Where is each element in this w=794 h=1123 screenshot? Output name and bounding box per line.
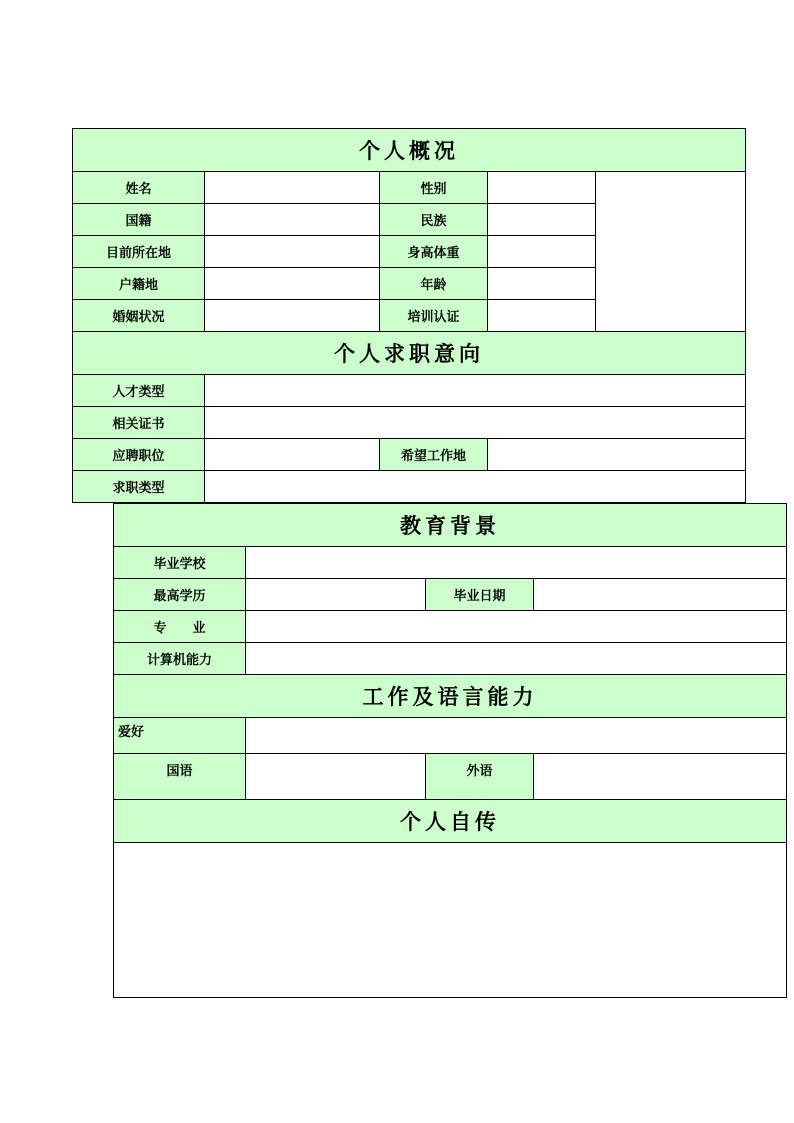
certificates-label: 相关证书	[73, 407, 205, 439]
gender-field[interactable]	[488, 172, 596, 204]
nationality-label: 国籍	[73, 204, 205, 236]
job-type-label: 求职类型	[73, 471, 205, 503]
section-title-education: 教育背景	[114, 504, 787, 547]
foreign-field[interactable]	[534, 754, 787, 800]
hukou-label: 户籍地	[73, 268, 205, 300]
degree-label: 最高学历	[114, 579, 246, 611]
nationality-field[interactable]	[205, 204, 380, 236]
talent-type-field[interactable]	[205, 375, 746, 407]
school-label: 毕业学校	[114, 547, 246, 579]
name-label: 姓名	[73, 172, 205, 204]
mandarin-label: 国语	[114, 754, 246, 800]
hobby-label: 爱好	[114, 718, 246, 754]
photo-area[interactable]	[596, 172, 746, 332]
foreign-label: 外语	[426, 754, 534, 800]
section-title-personal-overview: 个人概况	[73, 129, 746, 172]
certificates-field[interactable]	[205, 407, 746, 439]
position-field[interactable]	[205, 439, 380, 471]
training-field[interactable]	[488, 300, 596, 332]
degree-field[interactable]	[246, 579, 426, 611]
marital-label: 婚姻状况	[73, 300, 205, 332]
age-label: 年龄	[380, 268, 488, 300]
location-label: 目前所在地	[73, 236, 205, 268]
mandarin-field[interactable]	[246, 754, 426, 800]
training-label: 培训认证	[380, 300, 488, 332]
ethnicity-field[interactable]	[488, 204, 596, 236]
ethnicity-label: 民族	[380, 204, 488, 236]
hukou-field[interactable]	[205, 268, 380, 300]
computer-label: 计算机能力	[114, 643, 246, 675]
hobby-field[interactable]	[246, 718, 787, 754]
job-type-field[interactable]	[205, 471, 746, 503]
age-field[interactable]	[488, 268, 596, 300]
height-weight-label: 身高体重	[380, 236, 488, 268]
section-title-work-language: 工作及语言能力	[114, 675, 787, 718]
name-field[interactable]	[205, 172, 380, 204]
gender-label: 性别	[380, 172, 488, 204]
computer-field[interactable]	[246, 643, 787, 675]
school-field[interactable]	[246, 547, 787, 579]
grad-date-label: 毕业日期	[426, 579, 534, 611]
autobiography-field[interactable]	[114, 843, 787, 998]
marital-field[interactable]	[205, 300, 380, 332]
section-title-autobiography: 个人自传	[114, 800, 787, 843]
section-title-job-intention: 个人求职意向	[73, 332, 746, 375]
height-weight-field[interactable]	[488, 236, 596, 268]
resume-table-top	[72, 128, 746, 503]
talent-type-label: 人才类型	[73, 375, 205, 407]
desired-location-field[interactable]	[488, 439, 746, 471]
location-field[interactable]	[205, 236, 380, 268]
position-label: 应聘职位	[73, 439, 205, 471]
desired-location-label: 希望工作地	[380, 439, 488, 471]
major-label: 专 业	[114, 611, 246, 643]
grad-date-field[interactable]	[534, 579, 787, 611]
resume-table-bottom	[113, 503, 787, 998]
major-field[interactable]	[246, 611, 787, 643]
